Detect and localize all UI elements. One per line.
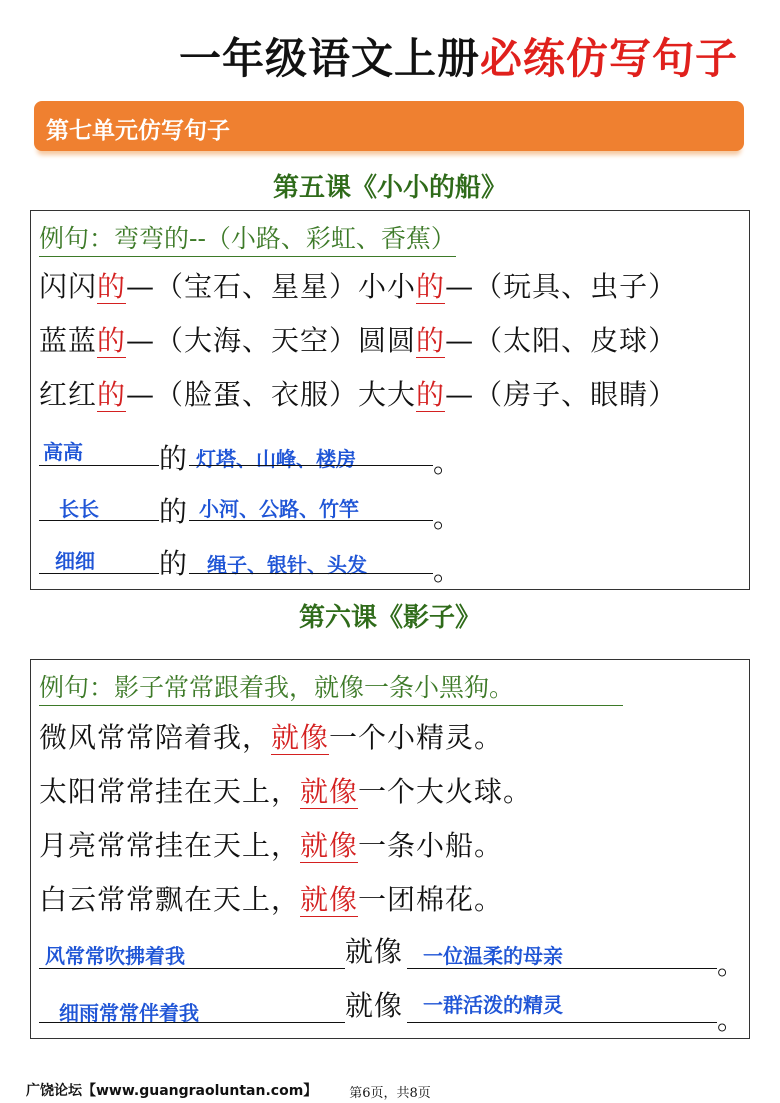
jiuxiang-text: 就像 <box>345 935 404 968</box>
lesson5-row-3: 红红的—（脸蛋、衣服）大大的—（房子、眼睛） <box>39 378 678 411</box>
unit-label: 第七单元仿写句子 <box>46 117 230 144</box>
blank-line <box>407 966 717 969</box>
blank-line <box>39 966 345 969</box>
period: 。 <box>717 1003 746 1036</box>
fill-answer-2b: 一群活泼的精灵 <box>423 993 563 1017</box>
fill-word-1: 高高 <box>43 440 83 464</box>
lesson6-row-2: 太阳常常挂在天上，就像一个大火球。 <box>39 775 533 808</box>
fill-answer-1a: 风常常吹拂着我 <box>45 944 185 968</box>
blank-line <box>39 571 159 574</box>
fill-answer-1: 灯塔、山峰、楼房 <box>196 447 356 471</box>
de-text: 的 <box>159 442 188 475</box>
blank-line <box>39 518 159 521</box>
de-text: 的 <box>159 547 188 580</box>
period: 。 <box>433 501 462 534</box>
lesson6-row-4: 白云常常飘在天上，就像一团棉花。 <box>39 883 504 916</box>
period: 。 <box>433 554 462 587</box>
fill-answer-1b: 一位温柔的母亲 <box>423 944 563 968</box>
fill-answer-3: 绳子、银针、头发 <box>207 553 367 577</box>
blank-line <box>407 1020 717 1023</box>
blank-line <box>189 518 433 521</box>
fill-word-3: 细细 <box>55 549 95 573</box>
lesson6-box <box>30 659 750 1039</box>
title-red: 必练仿写句子 <box>479 34 738 83</box>
fill-word-2: 长长 <box>59 497 99 521</box>
blank-line <box>189 463 433 466</box>
lesson6-example: 例句：影子常常跟着我，就像一条小黑狗。 <box>39 668 623 706</box>
lesson5-box <box>30 210 750 590</box>
lesson5-example: 例句：弯弯的--（小路、彩虹、香蕉） <box>39 219 456 257</box>
period: 。 <box>717 948 746 981</box>
lesson5-row-2: 蓝蓝的—（大海、天空）圆圆的—（太阳、皮球） <box>39 324 678 357</box>
blank-line <box>189 571 433 574</box>
page-title <box>0 34 738 83</box>
lesson5-title: 第五课《小小的船》 <box>272 173 507 203</box>
de-text: 的 <box>159 495 188 528</box>
lesson6-row-3: 月亮常常挂在天上，就像一条小船。 <box>39 829 504 862</box>
blank-line <box>39 1020 345 1023</box>
footer-site: 广饶论坛【www.guangraoluntan.com】 <box>26 1083 318 1099</box>
period: 。 <box>433 446 462 479</box>
lesson6-title: 第六课《影子》 <box>298 603 481 633</box>
blank-line <box>39 463 159 466</box>
jiuxiang-text: 就像 <box>345 989 404 1022</box>
lesson6-row-1: 微风常常陪着我，就像一个小精灵。 <box>39 721 504 754</box>
fill-answer-2: 小河、公路、竹竿 <box>199 497 359 521</box>
page-number: 第6页，共8页 <box>349 1086 431 1101</box>
fill-answer-2a: 细雨常常伴着我 <box>59 1001 199 1025</box>
title-black: 一年级语文上册 <box>178 34 480 83</box>
lesson5-row-1: 闪闪的—（宝石、星星）小小的—（玩具、虫子） <box>39 270 678 303</box>
unit-banner <box>34 101 744 151</box>
